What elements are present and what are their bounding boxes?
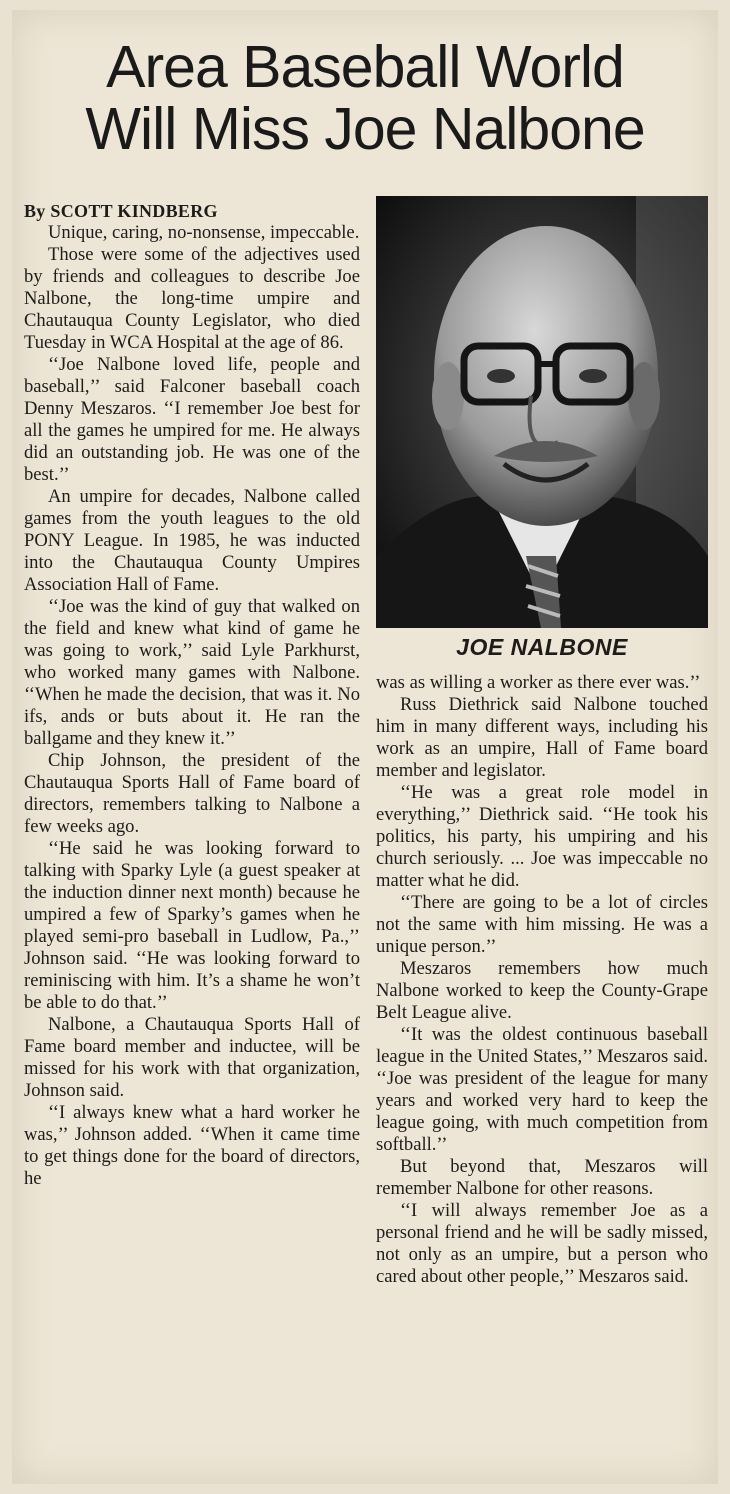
paragraph: Those were some of the adjectives used by friends and colleagues to describe Joe Nalbone, the long-time umpire and Chautauqua County Legislator, who died Tuesday in WCA Hospital at the age of 86. xyxy=(24,244,360,353)
paragraph: ‘‘He said he was looking forward to talking with Sparky Lyle (a guest speaker at the induction dinner next month) because he umpired a few of Sparky’s games when he played semi-pro baseball in Ludlow, Pa.,’’ Johnson said. ‘‘He was looking forward to reminiscing with him. It’s a shame he won’t be able to do that.’’ xyxy=(24,838,360,1013)
portrait-photo xyxy=(376,196,708,628)
headline-line-1: Area Baseball World xyxy=(106,34,624,100)
paragraph: An umpire for decades, Nalbone called games from the youth leagues to the old PONY League. In 1985, he was inducted into the Chautauqua County Umpires Association Hall of Fame. xyxy=(24,486,360,595)
paragraph: ‘‘He was a great role model in everything,’’ Diethrick said. ‘‘He took his politics, his party, his umpiring and his church seriously. ... Joe was impeccable no matter what he did. xyxy=(376,782,708,891)
paragraph: ‘‘Joe was the kind of guy that walked on the field and knew what kind of game he was going to work,’’ said Lyle Parkhurst, who worked many games with Nalbone. ‘‘When he made the decision, that was it. No ifs, ands or buts about it. He ran the ballgame and they knew it.’’ xyxy=(24,596,360,749)
paragraph: ‘‘I always knew what a hard worker he was,’’ Johnson added. ‘‘When it came time to get things done for the board of directors, he xyxy=(24,1102,360,1189)
byline: By SCOTT KINDBERG xyxy=(24,201,218,221)
paragraph: Unique, caring, no-nonsense, impeccable. xyxy=(48,222,360,243)
paragraph: Nalbone, a Chautauqua Sports Hall of Fame board member and inductee, will be missed for his work with that organization, Johnson said. xyxy=(24,1014,360,1101)
paragraph: But beyond that, Meszaros will remember Nalbone for other reasons. xyxy=(376,1156,708,1199)
article-column-left xyxy=(24,200,360,1480)
paragraph: ‘‘I will always remember Joe as a personal friend and he will be sadly missed, not only as an umpire, but a person who cared about other people,’’ Meszaros said. xyxy=(376,1200,708,1287)
paragraph: Russ Diethrick said Nalbone touched him in many different ways, including his work as an umpire, Hall of Fame board member and legislator. xyxy=(376,694,708,781)
paragraph: was as willing a worker as there ever was.’’ xyxy=(376,672,701,693)
paragraph: Chip Johnson, the president of the Chautauqua Sports Hall of Fame board of directors, remembers talking to Nalbone a few weeks ago. xyxy=(24,750,360,837)
photo-caption: JOE NALBONE xyxy=(456,634,628,660)
paragraph: ‘‘There are going to be a lot of circles not the same with him missing. He was a unique person.’’ xyxy=(376,892,708,957)
portrait-image xyxy=(376,196,708,628)
paragraph: ‘‘Joe Nalbone loved life, people and baseball,’’ said Falconer baseball coach Denny Meszaros. ‘‘I remember Joe best for all the games he umpired for me. He always did an outstanding job. He was one of the best.’’ xyxy=(24,354,360,485)
headline xyxy=(0,36,730,160)
paragraph: Meszaros remembers how much Nalbone worked to keep the County-Grape Belt League alive. xyxy=(376,958,708,1023)
headline-line-2: Will Miss Joe Nalbone xyxy=(85,96,645,162)
article-column-right xyxy=(376,672,708,1480)
paragraph: ‘‘It was the oldest continuous baseball league in the United States,’’ Meszaros said. ‘‘Joe was president of the league for many years and worked very hard to keep the league going, with much competition from softball.’’ xyxy=(376,1024,708,1155)
